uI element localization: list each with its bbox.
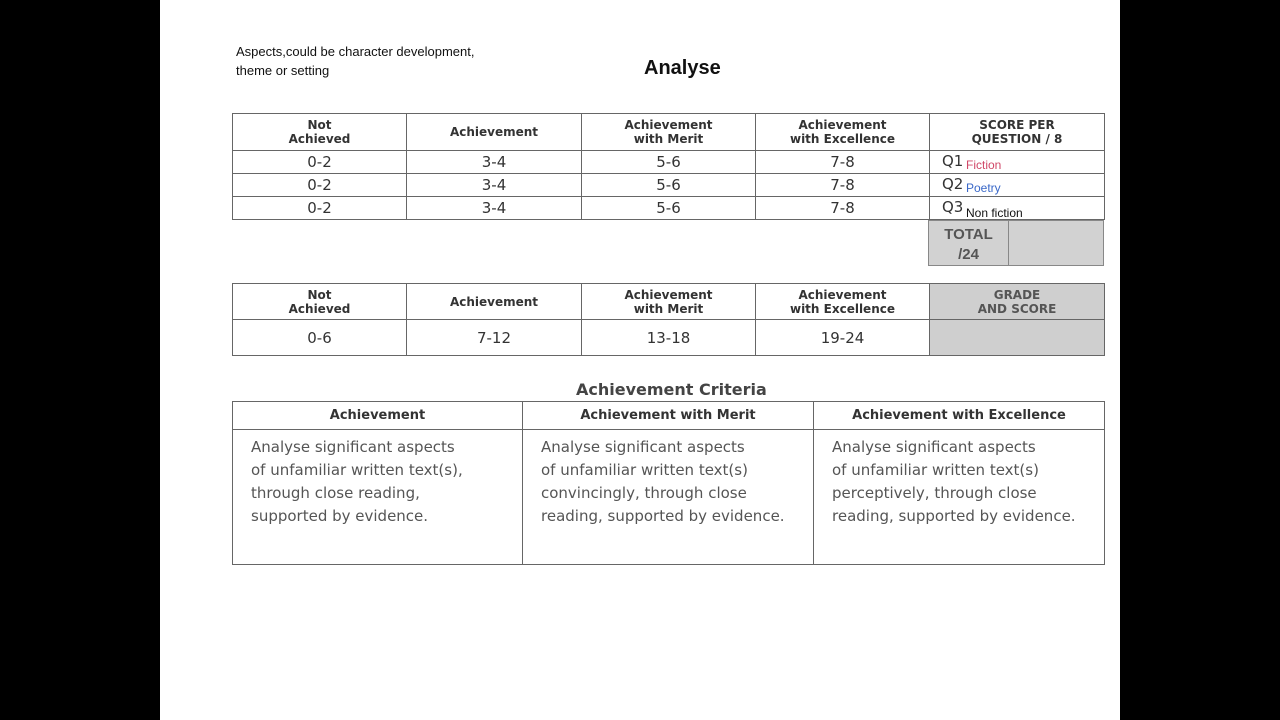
criteria-excellence-text: Analyse significant aspects of unfamiliar written text(s) perceptively, through close reading, supported by evidence. (814, 430, 1105, 565)
question-label: Q3 (942, 198, 964, 216)
header-not-achieved: Not Achieved (233, 114, 407, 151)
question-label: Q2 (942, 175, 964, 193)
range-cell: 5-6 (582, 197, 756, 220)
range-cell: 7-8 (756, 151, 930, 174)
grade-range-cell: 19-24 (756, 320, 930, 356)
range-cell: 3-4 (407, 174, 582, 197)
header-score-per-question: SCORE PER QUESTION / 8 (930, 114, 1105, 151)
score-table (232, 113, 1105, 220)
grade-score-input-cell[interactable] (930, 320, 1105, 356)
header-merit: Achievement with Merit (582, 284, 756, 320)
range-cell: 3-4 (407, 151, 582, 174)
criteria-title: Achievement Criteria (576, 380, 767, 399)
criteria-header-excellence: Achievement with Excellence (814, 402, 1105, 430)
grade-range-cell: 7-12 (407, 320, 582, 356)
grade-range-cell: 0-6 (233, 320, 407, 356)
question-type-non-fiction: Non fiction (966, 206, 1023, 220)
criteria-merit-text: Analyse significant aspects of unfamiliar written text(s) convincingly, through close reading, supported by evidence. (523, 430, 814, 565)
header-not-achieved: Not Achieved (233, 284, 407, 320)
table-row (233, 151, 1105, 174)
header-excellence: Achievement with Excellence (756, 284, 930, 320)
range-cell: 7-8 (756, 197, 930, 220)
note-line: theme or setting (236, 63, 330, 78)
table-row (233, 174, 1105, 197)
question-type-fiction: Fiction (966, 158, 1002, 172)
table-row (233, 320, 1105, 356)
table-row (233, 197, 1105, 220)
header-achievement: Achievement (407, 284, 582, 320)
question-score-cell[interactable] (930, 151, 1105, 174)
criteria-header (233, 402, 1105, 430)
range-cell: 7-8 (756, 174, 930, 197)
header-excellence: Achievement with Excellence (756, 114, 930, 151)
grade-table-header (233, 284, 1105, 320)
criteria-header-merit: Achievement with Merit (523, 402, 814, 430)
header-merit: Achievement with Merit (582, 114, 756, 151)
range-cell: 3-4 (407, 197, 582, 220)
criteria-achievement-text: Analyse significant aspects of unfamiliar written text(s), through close reading, supported by evidence. (233, 430, 523, 565)
document-page (160, 0, 1120, 720)
question-label: Q1 (942, 152, 964, 170)
total-box (928, 220, 1104, 266)
range-cell: 0-2 (233, 151, 407, 174)
range-cell: 0-2 (233, 174, 407, 197)
grade-table (232, 283, 1105, 356)
criteria-table (232, 401, 1105, 565)
range-cell: 5-6 (582, 151, 756, 174)
grade-range-cell: 13-18 (582, 320, 756, 356)
range-cell: 5-6 (582, 174, 756, 197)
question-score-cell[interactable] (930, 197, 1105, 220)
total-label: TOTAL /24 (929, 221, 1009, 265)
criteria-header-achievement: Achievement (233, 402, 523, 430)
criteria-body (233, 430, 1105, 565)
page-title: Analyse (644, 57, 721, 79)
question-score-cell[interactable] (930, 174, 1105, 197)
range-cell: 0-2 (233, 197, 407, 220)
header-grade-and-score: GRADE AND SCORE (930, 284, 1105, 320)
aspects-note (236, 42, 474, 80)
header-achievement: Achievement (407, 114, 582, 151)
score-table-header (233, 114, 1105, 151)
question-type-poetry: Poetry (966, 181, 1001, 195)
note-line: Aspects,could be character development, (236, 44, 475, 59)
